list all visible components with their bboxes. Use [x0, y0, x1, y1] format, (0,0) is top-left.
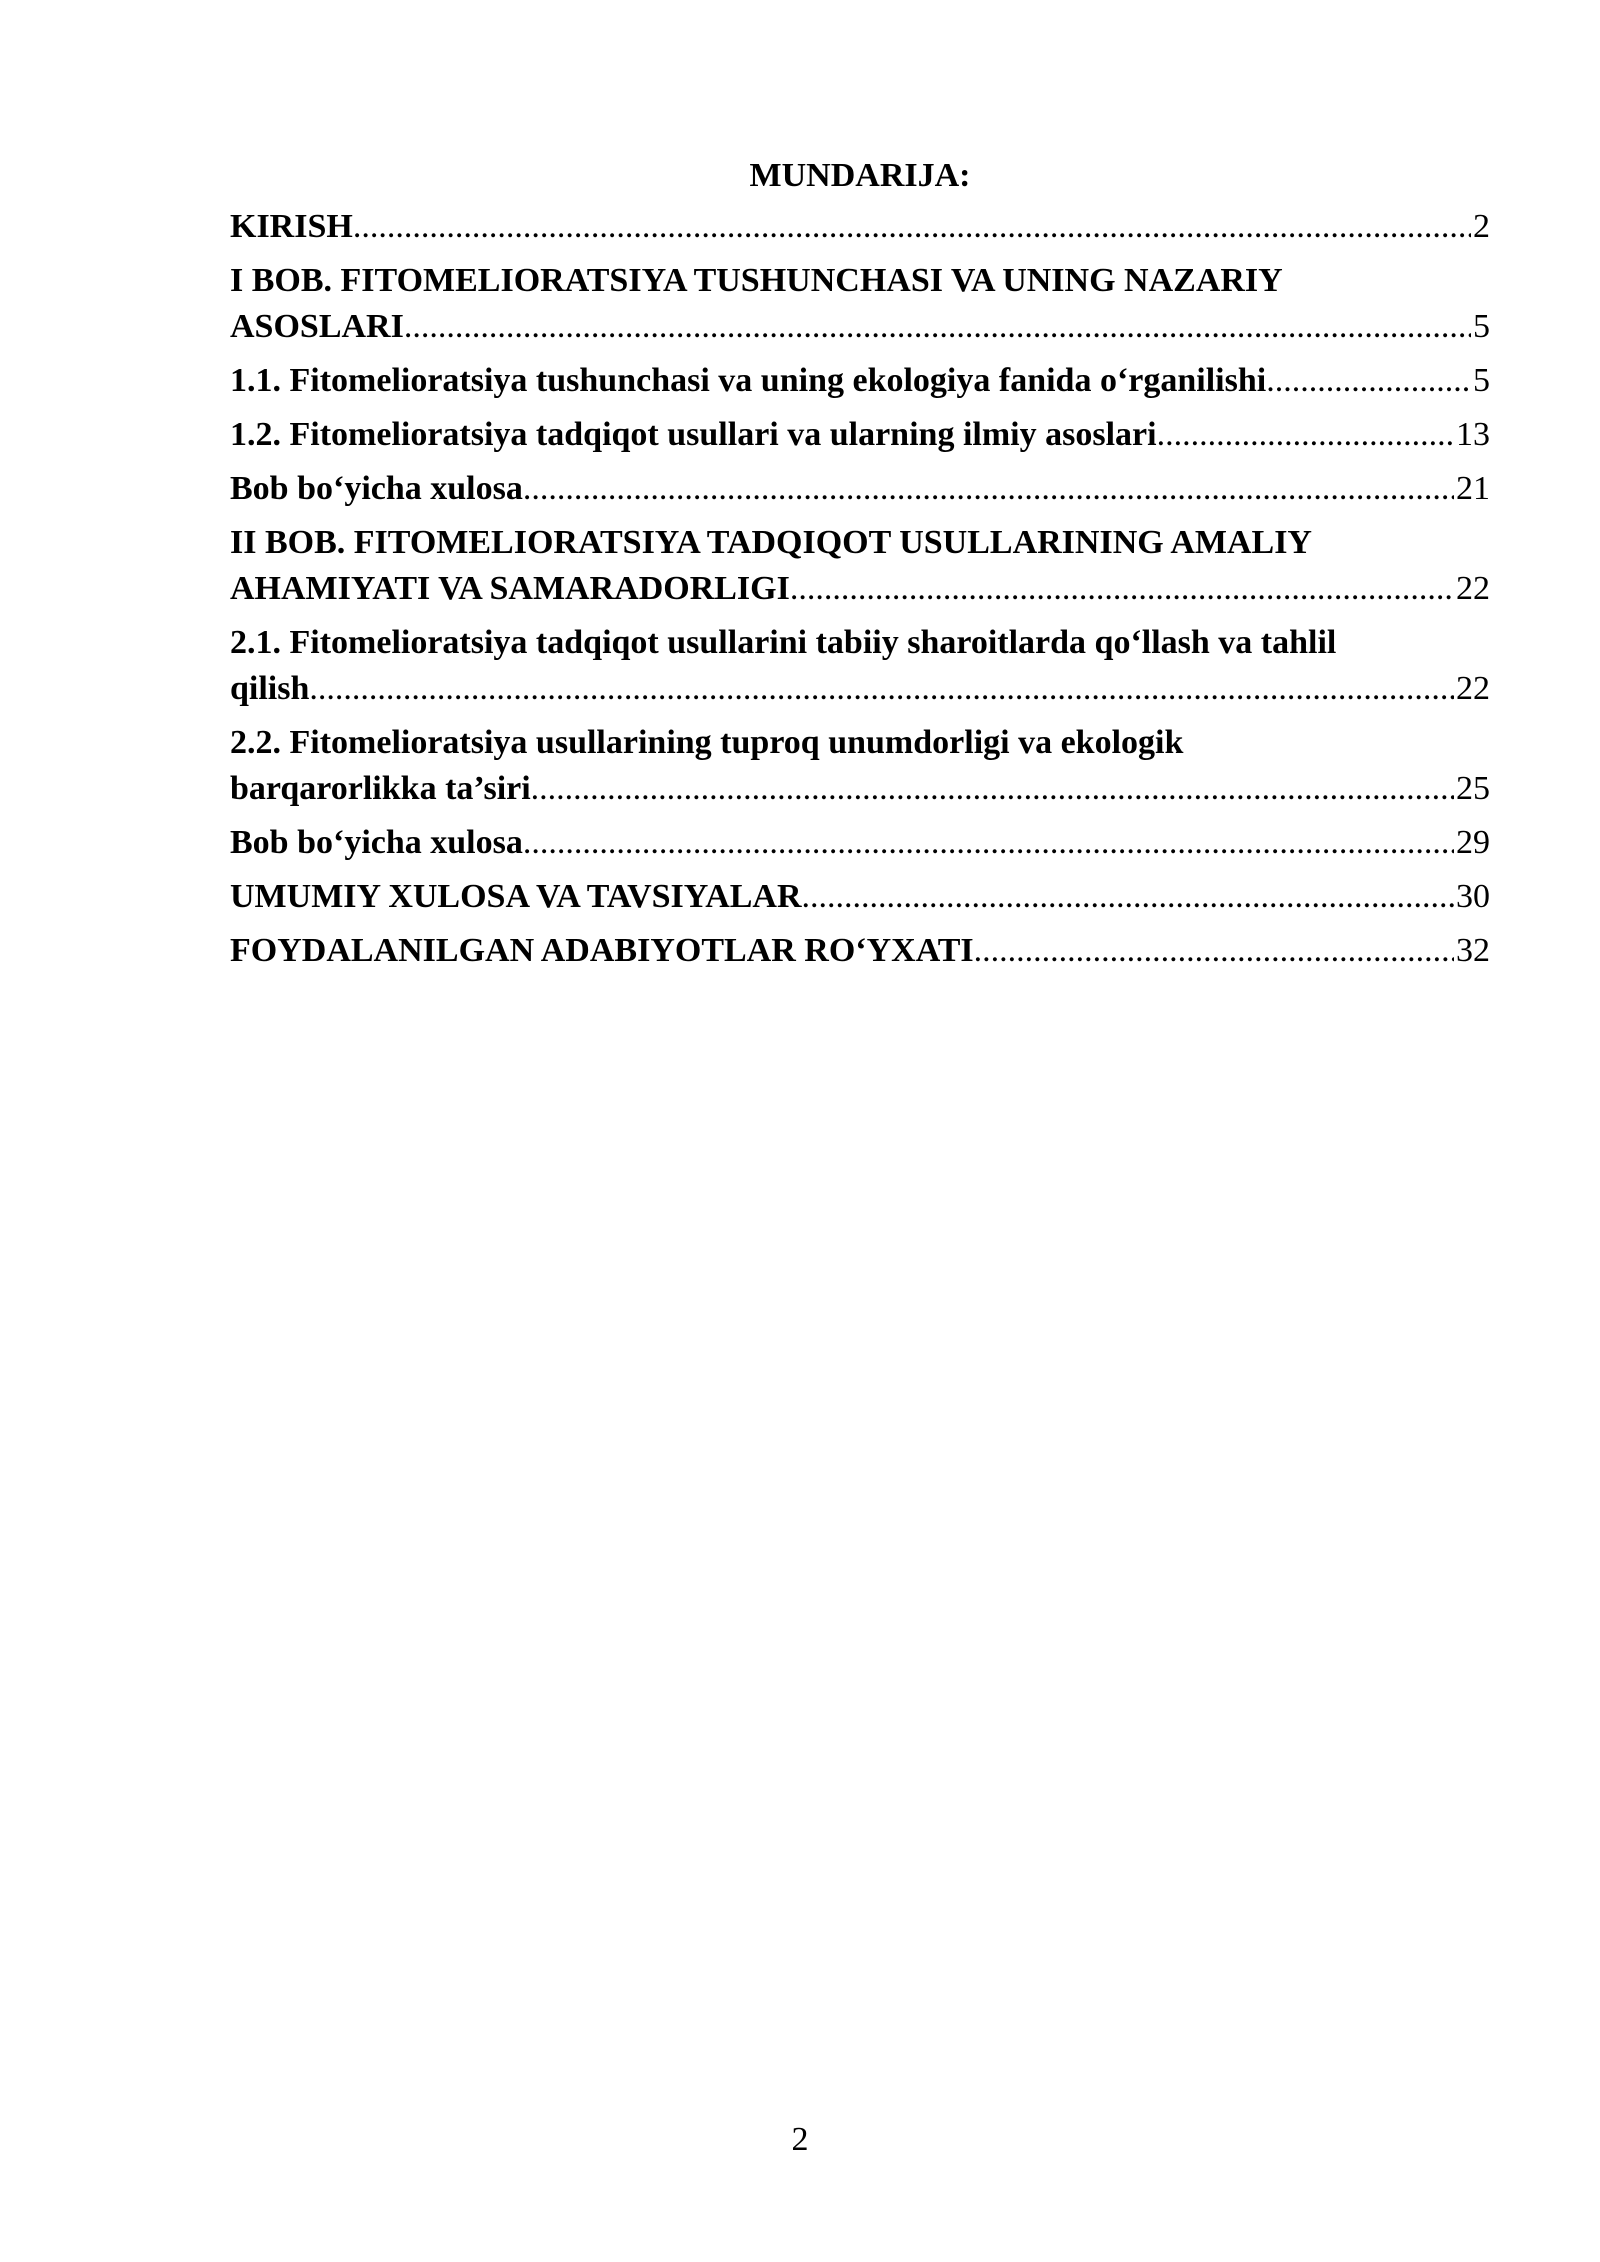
toc-entry-line — [230, 412, 1490, 458]
toc-entry-label: AHAMIYATI VA SAMARADORLIGI — [230, 570, 790, 607]
toc-entry-page: 32 — [1456, 932, 1490, 969]
toc-entry-line — [230, 466, 1490, 512]
toc-entry-general-conclusion[interactable] — [230, 874, 1490, 920]
toc-entry-page: 22 — [1456, 570, 1490, 607]
toc-entry-label: Bob bo‘yicha xulosa — [230, 824, 523, 861]
toc-entry-page: 2 — [1473, 208, 1490, 245]
dot-leader — [790, 566, 1454, 612]
toc-entry-page: 5 — [1473, 362, 1490, 399]
toc-entry-line — [230, 928, 1490, 974]
toc-entry-chapter-1-conclusion[interactable] — [230, 466, 1490, 512]
toc-entry-page: 21 — [1456, 470, 1490, 507]
toc-entry-line — [230, 874, 1490, 920]
toc-entry-page: 29 — [1456, 824, 1490, 861]
toc-entry-page: 13 — [1456, 416, 1490, 453]
dot-leader — [353, 204, 1471, 250]
toc-entry-line — [230, 566, 1490, 612]
toc-entry-line — [230, 766, 1490, 812]
toc-entry-first-line: I BOB. FITOMELIORATSIYA TUSHUNCHASI VA UNING NAZARIY — [230, 262, 1283, 299]
toc-entry-label: FOYDALANILGAN ADABIYOTLAR RO‘YXATI — [230, 932, 974, 969]
toc-entry-page: 22 — [1456, 670, 1490, 707]
toc-entry-section-2-2[interactable] — [230, 720, 1490, 812]
dot-leader — [523, 820, 1454, 866]
toc-entry-line — [230, 358, 1490, 404]
toc-entry-first-line: 2.1. Fitomelioratsiya tadqiqot usullarini tabiiy sharoitlarda qo‘llash va tahlil — [230, 624, 1337, 661]
page-number: 2 — [791, 2121, 809, 2158]
toc-entry-line — [230, 204, 1490, 250]
toc-entry-section-1-2[interactable] — [230, 412, 1490, 458]
toc-entry-references[interactable] — [230, 928, 1490, 974]
toc-entry-kirish[interactable] — [230, 204, 1490, 250]
toc-entry-page: 5 — [1473, 308, 1490, 345]
toc-entry-label: 1.1. Fitomelioratsiya tushunchasi va uning ekologiya fanida o‘rganilishi — [230, 362, 1267, 399]
dot-leader — [309, 666, 1454, 712]
dot-leader — [1157, 412, 1454, 458]
toc-entry-label: Bob bo‘yicha xulosa — [230, 470, 523, 507]
toc-entry-first-line: II BOB. FITOMELIORATSIYA TADQIQOT USULLARINING AMALIY — [230, 524, 1312, 561]
dot-leader — [974, 928, 1454, 974]
toc-entry-label: KIRISH — [230, 208, 353, 245]
toc-entry-label: qilish — [230, 670, 310, 707]
dot-leader — [802, 874, 1454, 920]
toc-entry-section-2-1[interactable] — [230, 620, 1490, 712]
toc-entry-line — [230, 304, 1490, 350]
toc-entry-chapter-2[interactable] — [230, 520, 1490, 612]
toc-entry-label: UMUMIY XULOSA VA TAVSIYALAR — [230, 878, 802, 915]
toc-entry-line — [230, 666, 1490, 712]
toc-entry-first-line: 2.2. Fitomelioratsiya usullarining tuproq unumdorligi va ekologik — [230, 724, 1184, 761]
dot-leader — [1266, 358, 1471, 404]
dot-leader — [523, 466, 1454, 512]
toc-entry-line — [230, 820, 1490, 866]
toc-title: MUNDARIJA: — [749, 157, 971, 194]
toc-entry-section-1-1[interactable] — [230, 358, 1490, 404]
table-of-contents — [230, 150, 1490, 982]
toc-entry-chapter-1[interactable] — [230, 258, 1490, 350]
dot-leader — [404, 304, 1471, 350]
toc-entry-label: 1.2. Fitomelioratsiya tadqiqot usullari va ularning ilmiy asoslari — [230, 416, 1157, 453]
toc-entry-chapter-2-conclusion[interactable] — [230, 820, 1490, 866]
toc-entry-page: 25 — [1456, 770, 1490, 807]
toc-entry-label: ASOSLARI — [230, 308, 404, 345]
toc-entry-label: barqarorlikka ta’siri — [230, 770, 531, 807]
toc-entry-page: 30 — [1456, 878, 1490, 915]
dot-leader — [531, 766, 1454, 812]
